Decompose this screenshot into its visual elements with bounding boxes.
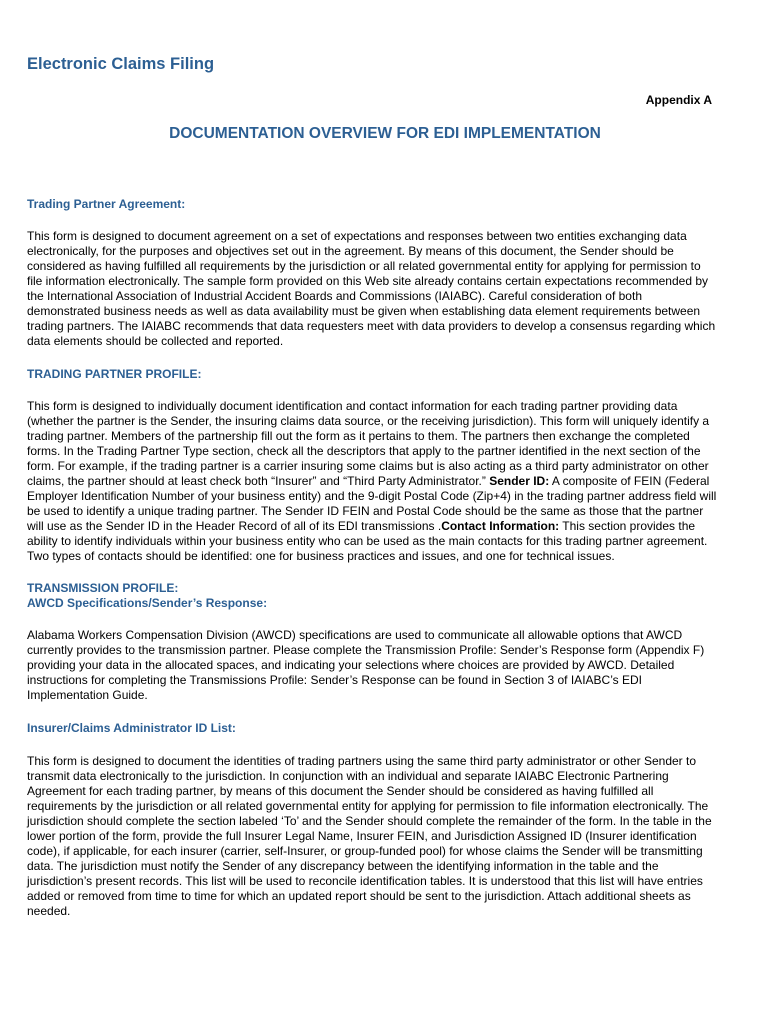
paragraph-line: trading partner. Members of the partnership fill out the form as it pertains to them. The partners then exchange the completed <box>27 429 690 443</box>
section-subheading-awcd-specifications: AWCD Specifications/Sender’s Response: <box>27 596 268 610</box>
paragraph-line: currently provides to the transmission partner. Please complete the Transmission Profile: Sender’s Response form (Appendix F) <box>27 643 705 657</box>
paragraph-line: considered as having fulfilled all requirements by the jurisdiction or all related governmental entity for applying for permission to <box>27 259 701 273</box>
paragraph-line: This form is designed to document the identities of trading partners using the same third party administrator or other Sender to <box>27 754 697 768</box>
paragraph-line <box>27 519 757 534</box>
paragraph-line: This form is designed to individually document identification and contact information for each trading partner providing data <box>27 399 678 413</box>
paragraph-line: demonstrated business needs as well as data availability must be given when establishing data element requirements between <box>27 304 701 318</box>
appendix-label: Appendix A <box>645 93 712 107</box>
paragraph-line: trading partners. The IAIABC recommends that data requesters meet with data providers to develop a consensus regarding which <box>27 319 716 333</box>
text-run: This section provides the <box>559 519 696 533</box>
document-title: Electronic Claims Filing <box>27 55 215 73</box>
main-heading: DOCUMENTATION OVERVIEW FOR EDI IMPLEMENTATION <box>169 125 601 142</box>
section-heading-insurer-id-list: Insurer/Claims Administrator ID List: <box>27 721 236 735</box>
section-heading-transmission-profile: TRANSMISSION PROFILE: <box>27 581 179 595</box>
paragraph-line: needed. <box>27 904 71 918</box>
text-run: A composite of FEIN (Federal <box>549 474 710 488</box>
text-run: will use as the Sender ID in the Header Record of all of its EDI transmissions . <box>27 519 442 533</box>
paragraph-trading-partner-agreement <box>27 229 757 349</box>
paragraph-line <box>27 474 757 489</box>
paragraph-insurer-id-list <box>27 754 757 919</box>
paragraph-line: electronically, for the purposes and objectives set out in the agreement. By means of this document, the Sender should be <box>27 244 674 258</box>
paragraph-line: form. For example, if the trading partner is a carrier insuring some claims but is also acting as a third party administrator on other <box>27 459 709 473</box>
paragraph-line: data. The jurisdiction must notify the Sender of any discrepancy between the identifying information in the table and the <box>27 859 659 873</box>
section-heading-trading-partner-profile: TRADING PARTNER PROFILE: <box>27 367 202 381</box>
paragraph-line: Implementation Guide. <box>27 688 148 702</box>
paragraph-line: lower portion of the form, provide the full Insurer Legal Name, Insurer FEIN, and Jurisdiction Assigned ID (Insurer identification <box>27 829 697 843</box>
paragraph-line: data elements should be collected and reported. <box>27 334 284 348</box>
paragraph-line: Agreement for each trading partner, by means of this document the Sender should be considered as having fulfilled all <box>27 784 654 798</box>
paragraph-line: transmit data electronically to the jurisdiction. In conjunction with an individual and separate IAIABC Electronic Partnering <box>27 769 669 783</box>
paragraph-line: file information electronically. The sample form provided on this Web site already contains certain expectations recommended by <box>27 274 709 288</box>
paragraph-line: instructions for completing the Transmissions Profile: Sender’s Response can be found in Section 3 of IAIABC’s EDI <box>27 673 642 687</box>
paragraph-line: requirements by the jurisdiction or all related governmental entity for applying for permission to file information electronically. The <box>27 799 709 813</box>
paragraph-line: be used to identify a unique trading partner. The Sender ID FEIN and Postal Code should be the same as those that the partner <box>27 504 704 518</box>
paragraph-line: forms. In the Trading Partner Type section, check all the descriptors that apply to the partner identified in the next section of the <box>27 444 701 458</box>
paragraph-line: This form is designed to document agreement on a set of expectations and responses between two entities exchanging data <box>27 229 687 243</box>
paragraph-transmission-profile <box>27 628 757 703</box>
paragraph-line: Alabama Workers Compensation Division (AWCD) specifications are used to communicate all allowable options that AWCD <box>27 628 683 642</box>
paragraph-line: (whether the partner is the Sender, the insuring claims data source, or the receiving jurisdiction). This form will uniquely identify a <box>27 414 710 428</box>
sender-id-label: Sender ID: <box>489 474 550 488</box>
paragraph-line: jurisdiction should complete the section labeled ‘To’ and the Sender should complete the remainder of the form. In the table in the <box>27 814 712 828</box>
paragraph-line: code), if applicable, for each insurer (carrier, self-Insurer, or group-funded pool) for whose claims the Sender will be transmitting <box>27 844 703 858</box>
paragraph-trading-partner-profile <box>27 399 757 564</box>
paragraph-line: the International Association of Industrial Accident Boards and Commissions (IAIABC). Careful consideration of both <box>27 289 642 303</box>
paragraph-line: providing your data in the allocated spaces, and indicating your selections where choices are provided by AWCD. Detailed <box>27 658 675 672</box>
paragraph-line: Two types of contacts should be identified: one for business practices and issues, and one for technical issues. <box>27 549 615 563</box>
paragraph-line: jurisdiction’s present records. This list will be used to reconcile identification tables. It is understood that this list will have entries <box>27 874 703 888</box>
section-heading-trading-partner-agreement: Trading Partner Agreement: <box>27 197 186 211</box>
text-run: claims, the partner should at least check both “Insurer” and “Third Party Administrator.” <box>27 474 490 488</box>
paragraph-line: Employer Identification Number of your business entity) and the 9-digit Postal Code (Zip+4) in the trading partner address field will <box>27 489 717 503</box>
paragraph-line: ability to identify individuals within your business entity who can be used as the main contacts for this trading partner agreement. <box>27 534 708 548</box>
contact-information-label: Contact Information: <box>441 519 560 533</box>
paragraph-line: added or removed from time to time for which an updated report should be sent to the jurisdiction. Attach additional sheets as <box>27 889 691 903</box>
